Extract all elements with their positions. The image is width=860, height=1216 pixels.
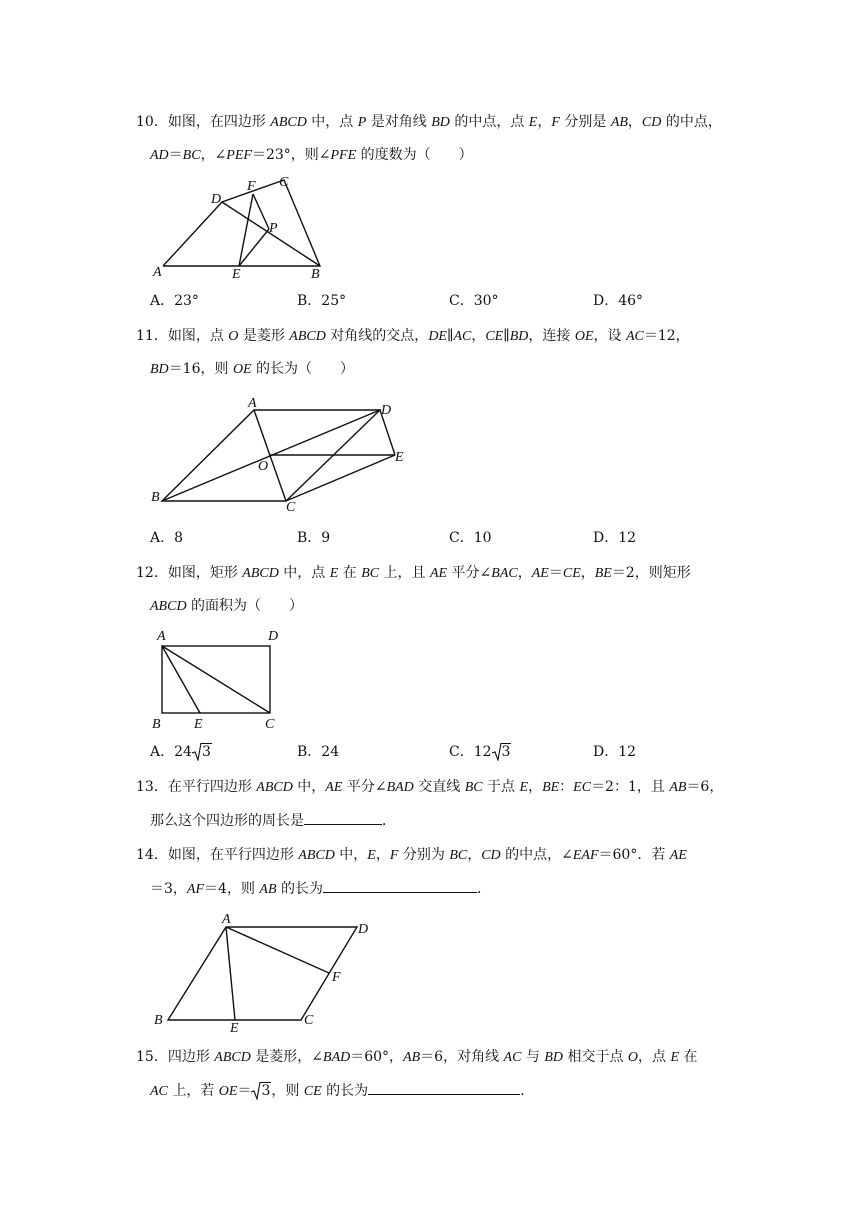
q11-label-d: D [381,403,392,418]
q10-label-a: A [153,265,162,280]
q12-label-a: A [157,629,166,644]
q12-option-a[interactable]: A．24 3 [150,744,211,760]
q12-option-b[interactable]: B．24 [297,744,340,760]
q10-label-d: D [211,192,222,207]
q11-option-a[interactable]: A．8 [150,530,184,546]
sqrt-symbol: 3 [192,742,212,762]
q12-stem-line1: 12．如图，矩形 ABCD 中，点 E 在 BC 上，且 AE 平分∠BAC，AE＝CE，BE＝2，则矩形 [136,565,691,581]
q10-figure [150,172,350,282]
q11-figure [148,392,428,522]
q10-option-d[interactable]: D．46° [593,293,644,309]
q14-label-d: D [358,922,369,937]
q11-label-c: C [286,500,296,515]
q12-label-b: B [152,717,161,732]
q11-label-e: E [395,450,404,465]
q11-label-b: B [151,490,160,505]
q10-label-e: E [232,267,241,282]
q10-label-f: F [247,179,256,194]
q13-stem-line1: 13．在平行四边形 ABCD 中，AE 平分∠BAD 交直线 BC 于点 E，BE：EC＝2：1，且 AB＝6， [136,779,724,795]
q10-option-c[interactable]: C．30° [449,293,499,309]
q10-label-p: P [269,221,278,236]
answer-blank[interactable] [368,1080,520,1095]
q12-stem-line2: ABCD 的面积为（ ） [150,598,304,614]
q11-label-a: A [248,396,257,411]
q12-label-e: E [194,717,203,732]
q11-option-d[interactable]: D．12 [593,530,637,546]
q10-option-b[interactable]: B．25° [297,293,347,309]
q12-option-c[interactable]: C．12 3 [449,744,511,760]
answer-blank[interactable] [323,878,477,893]
sqrt-symbol: 3 [492,742,512,762]
answer-blank[interactable] [304,810,382,825]
q10-option-a[interactable]: A．23° [150,293,199,309]
q14-label-e: E [230,1021,239,1036]
q14-label-a: A [222,912,231,927]
q14-label-b: B [154,1013,163,1028]
q12-label-d: D [268,629,279,644]
q13-stem-line2: 那么这个四边形的周长是 ． [150,810,396,831]
q14-stem-line1: 14．如图，在平行四边形 ABCD 中，E，F 分别为 BC，CD 的中点，∠EAF＝60°．若 AE [136,847,687,863]
q15-stem-line2: AC 上，若 OE＝ 3，则 CE 的长为 ． [150,1080,534,1102]
q10-label-b: B [311,267,320,282]
q11-option-b[interactable]: B．9 [297,530,331,546]
q10-label-c: C [279,175,289,190]
q12-figure [148,624,288,734]
q14-figure [148,906,388,1036]
q11-stem-line1: 11．如图，点 O 是菱形 ABCD 对角线的交点，DE∥AC，CE∥BD，连接 OE，设 AC＝12， [136,328,690,344]
q11-label-o: O [258,459,269,474]
q11-stem-line2: BD＝16，则 OE 的长为（ ） [150,361,355,377]
sqrt-symbol: 3 [251,1081,271,1101]
q14-label-f: F [332,970,341,985]
q12-label-c: C [265,717,275,732]
q10-stem-line1: 10．如图，在四边形 ABCD 中，点 P 是对角线 BD 的中点，点 E，F 分别是 AB，CD 的中点， [136,114,722,130]
q10-stem-line2: AD＝BC，∠PEF＝23°，则∠PFE 的度数为（ ） [150,147,473,163]
q15-stem-line1: 15．四边形 ABCD 是菱形，∠BAD＝60°，AB＝6，对角线 AC 与 BD 相交于点 O，点 E 在 [136,1049,698,1065]
q14-stem-line2: ＝3，AF＝4，则 AB 的长为 ． [150,878,491,900]
q11-option-c[interactable]: C．10 [449,530,492,546]
q12-option-d[interactable]: D．12 [593,744,637,760]
q14-label-c: C [304,1013,314,1028]
